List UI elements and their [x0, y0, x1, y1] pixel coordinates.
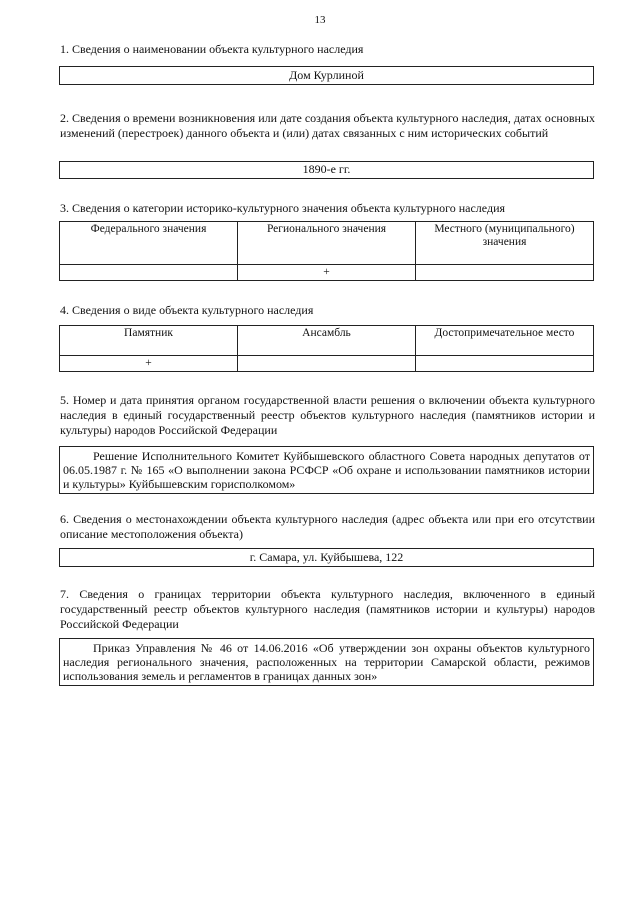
section-1-heading: 1. Сведения о наименовании объекта культурного наследия: [60, 42, 364, 56]
section-4-heading: 4. Сведения о виде объекта культурного наследия: [60, 303, 314, 317]
boundaries-order-box: [59, 638, 594, 686]
category-col-regional: Регионального значения: [238, 222, 416, 265]
category-mark-federal: [60, 265, 238, 281]
section-6-heading: 6. Сведения о местонахождении объекта культурного наследия (адрес объекта или при его отсутствии описание местоположения объекта): [60, 512, 595, 541]
section-5-heading: 5. Номер и дата принятия органом государственной власти решения о включении объекта культурного наследия в единый государственный реестр объектов культурного наследия (памятников истории и культуры) народов Российской Федерации: [60, 393, 595, 437]
section-2-heading: 2. Сведения о времени возникновения или дате создания объекта культурного наследия, датах основных изменений (перестроек) данного объекта и (или) датах связанных с ним исторических событий: [60, 111, 595, 140]
type-col-monument: Памятник: [60, 326, 238, 356]
creation-date-value: 1890-е гг.: [302, 162, 351, 176]
section-3-heading: 3. Сведения о категории историко-культурного значения объекта культурного наследия: [60, 201, 506, 215]
type-col-ensemble: Ансамбль: [238, 326, 416, 356]
type-mark-monument: +: [60, 356, 238, 372]
category-mark-regional: +: [238, 265, 416, 281]
type-table: [59, 325, 594, 372]
registry-decision-value: Решение Исполнительного Комитет Куйбышевского областного Совета народных депутатов от 06.05.1987 г. № 165 «О выполнении закона РСФСР «Об охране и использовании памятников истории и культуры» Куйбышевским горисполкомом»: [63, 449, 590, 491]
address-value: г. Самара, ул. Куйбышева, 122: [249, 550, 404, 564]
type-col-landmark: Достопримечательное место: [416, 326, 594, 356]
object-name-box: [59, 66, 594, 85]
object-name-value: Дом Курлиной: [289, 68, 364, 82]
boundaries-order-value: Приказ Управления № 46 от 14.06.2016 «Об утверждении зон охраны объектов культурного наследия регионального значения, расположенных на территории Самарской области, режимов использования земель и регламентов в границах данных зон»: [63, 641, 590, 683]
registry-decision-box: [59, 446, 594, 494]
type-mark-landmark: [416, 356, 594, 372]
category-mark-local: [416, 265, 594, 281]
address-box: [59, 548, 594, 567]
category-col-local: Местного (муниципального) значения: [416, 222, 594, 265]
category-table: [59, 221, 594, 281]
page-number: 13: [314, 14, 326, 26]
section-7-heading: 7. Сведения о границах территории объекта культурного наследия, включенного в единый государственный реестр объектов культурного наследия (памятников истории и культуры) народов Российской Федерации: [60, 587, 595, 631]
type-mark-ensemble: [238, 356, 416, 372]
category-col-federal: Федерального значения: [60, 222, 238, 265]
creation-date-box: [59, 161, 594, 179]
